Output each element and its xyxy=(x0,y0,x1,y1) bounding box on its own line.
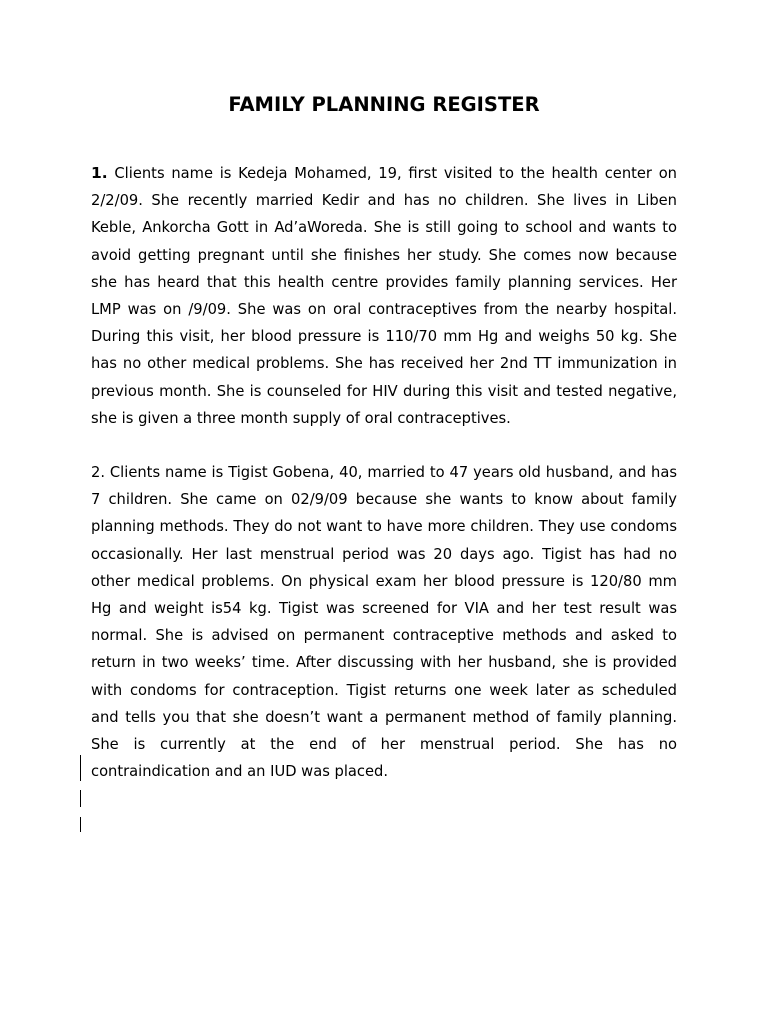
margin-mark xyxy=(80,755,81,781)
case-number-1: 1. xyxy=(91,164,108,182)
document-title: FAMILY PLANNING REGISTER xyxy=(228,93,540,116)
case-text-2: Clients name is Tigist Gobena, 40, married to 47 years old husband, and has 7 children. She came on 02/9/09 because she wants to know about family planning methods. They do not want to have more children. They use condoms occasionally. Her last menstrual period was 20 days ago. Tigist has had no other medical problems. On physical exam her blood pressure is 120/80 mm Hg and weight is54 kg. Tigist was screened for VIA and her test result was normal. She is advised on permanent contraceptive methods and asked to return in two weeks’ time. After discussing with her husband, she is provided with condoms for contraception. Tigist returns one week later as scheduled and tells you that she doesn’t want a permanent method of family planning. She is currently at the end of her menstrual period. She has no contraindication and an IUD was placed. xyxy=(91,464,677,781)
margin-mark xyxy=(80,790,81,807)
case-number-2: 2. xyxy=(91,464,106,481)
case-paragraph-1 xyxy=(91,160,677,432)
margin-mark xyxy=(80,817,81,832)
case-paragraph-2 xyxy=(91,459,677,785)
case-text-1: Clients name is Kedeja Mohamed, 19, first visited to the health center on 2/2/09. She recently married Kedir and has no children. She lives in Liben Keble, Ankorcha Gott in Ad’aWoreda. She is still going to school and wants to avoid getting pregnant until she finishes her study. She comes now because she has heard that this health centre provides family planning services. Her LMP was on /9/09. She was on oral contraceptives from the nearby hospital. During this visit, her blood pressure is 110/70 mm Hg and weighs 50 kg. She has no other medical problems. She has received her 2nd TT immunization in previous month. She is counseled for HIV during this visit and tested negative, she is given a three month supply of oral contraceptives. xyxy=(91,165,677,427)
